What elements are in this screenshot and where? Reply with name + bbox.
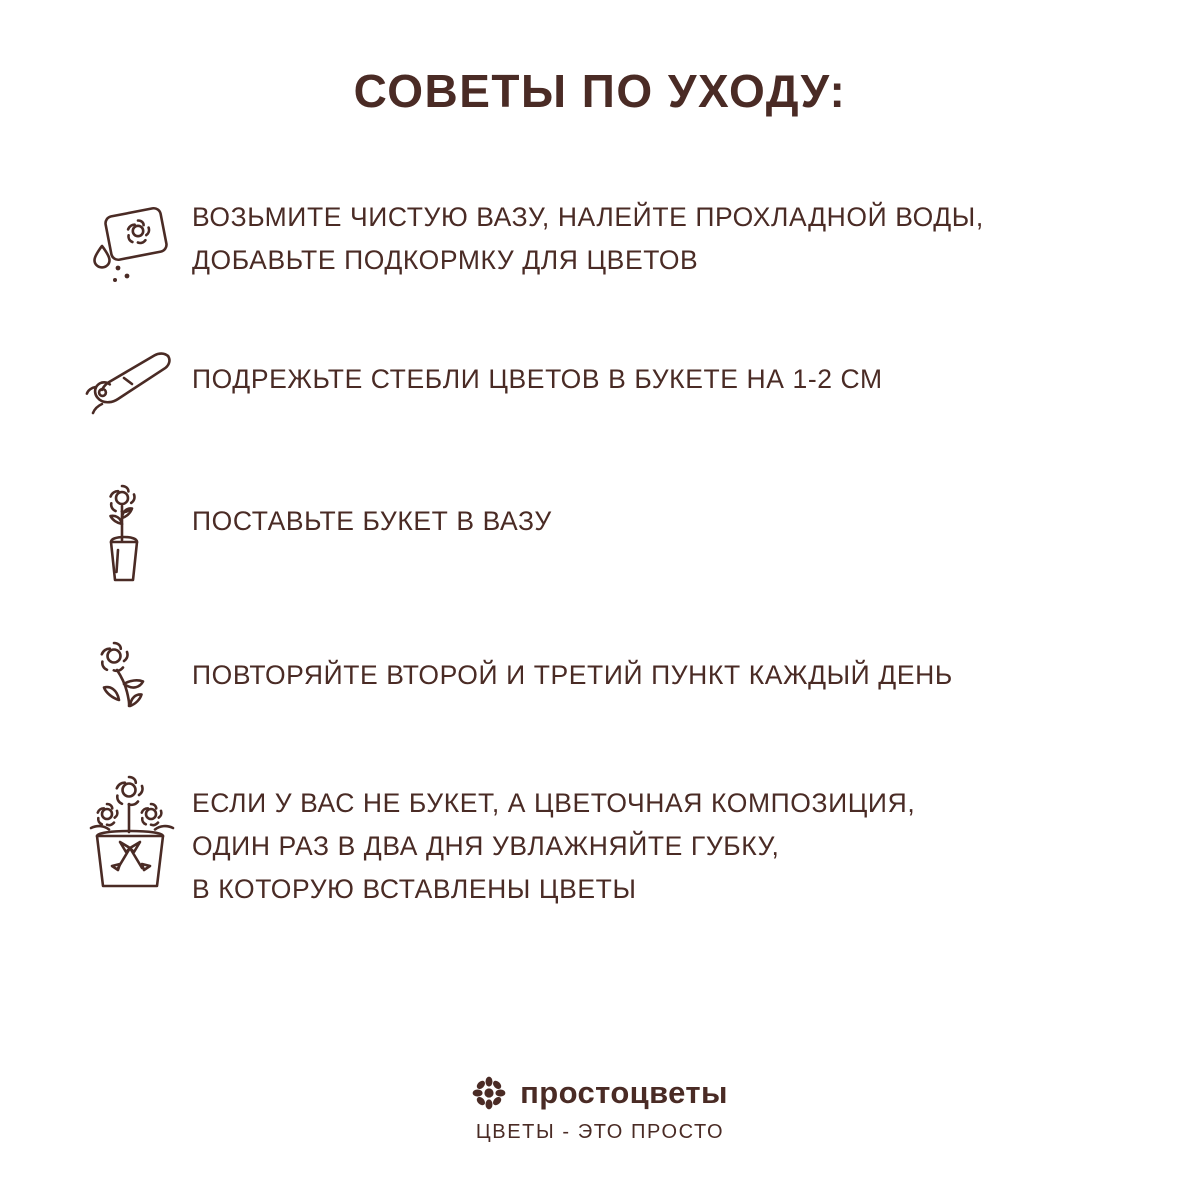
tip-line: ВОЗЬМИТЕ ЧИСТУЮ ВАЗУ, НАЛЕЙТЕ ПРОХЛАДНОЙ ВОДЫ, [192,202,984,232]
flower-basket-icon [72,770,192,900]
flower-logo-icon [472,1076,506,1110]
brand-name: простоцветы [520,1075,728,1110]
tip-line: ЕСЛИ У ВАС НЕ БУКЕТ, А ЦВЕТОЧНАЯ КОМПОЗИЦИЯ, [192,788,916,818]
flower-sprig-icon [72,632,192,724]
list-item [72,196,1140,298]
tip-line: В КОТОРУЮ ВСТАВЛЕНЫ ЦВЕТЫ [192,873,637,904]
pruning-shears-icon [72,340,192,422]
tip-text [192,632,953,697]
footer [0,1075,1200,1144]
tip-text [192,340,883,401]
list-item [72,340,1140,436]
tip-line: ОДИН РАЗ В ДВА ДНЯ УВЛАЖНЯЙТЕ ГУБКУ, [192,830,780,861]
tip-line: ПОДРЕЖЬТЕ СТЕБЛИ ЦВЕТОВ В БУКЕТЕ НА 1-2 СМ [192,364,883,394]
flower-in-vase-icon [72,478,192,590]
list-item [72,632,1140,728]
tip-text [192,196,984,282]
list-item [72,770,1140,911]
tip-text [192,770,915,911]
list-item [72,478,1140,590]
tip-line: ПОСТАВЬТЕ БУКЕТ В ВАЗУ [192,506,552,536]
tip-line: ПОВТОРЯЙТЕ ВТОРОЙ И ТРЕТИЙ ПУНКТ КАЖДЫЙ ДЕНЬ [192,660,953,690]
tip-text [192,478,552,543]
brand-logo [472,1075,728,1111]
brand-tagline: ЦВЕТЫ - ЭТО ПРОСТО [475,1121,725,1143]
tip-line: ДОБАВЬТЕ ПОДКОРМКУ ДЛЯ ЦВЕТОВ [192,244,699,275]
flower-food-packet-icon [72,196,192,298]
page-title: СОВЕТЫ ПО УХОДУ: [353,65,847,117]
tips-list [0,196,1200,911]
